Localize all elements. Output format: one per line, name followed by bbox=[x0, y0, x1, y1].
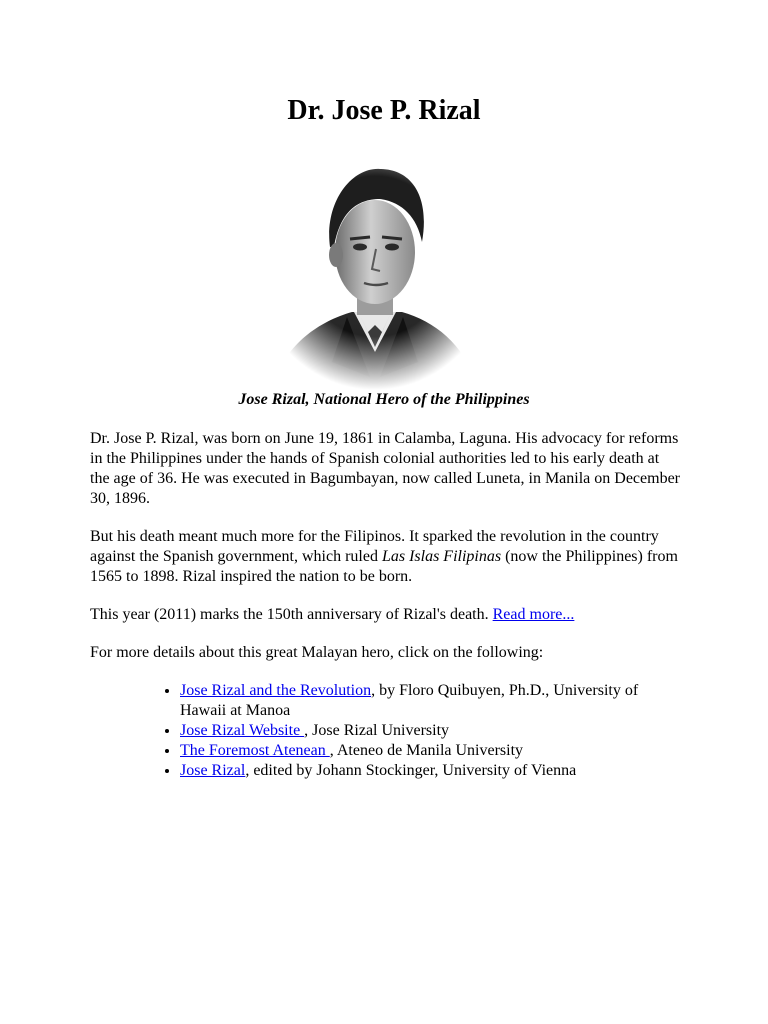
page-title: Dr. Jose P. Rizal bbox=[287, 95, 481, 126]
link-rizal-website[interactable]: Jose Rizal Website bbox=[180, 722, 305, 739]
link-description: , by Floro Quibuyen, Ph.D., University of Hawaii at Manoa bbox=[180, 682, 639, 719]
link-foremost-atenean[interactable]: The Foremost Atenean bbox=[180, 742, 330, 759]
link-rizal-revolution[interactable]: Jose Rizal and the Revolution bbox=[180, 682, 372, 699]
paragraph-more-details: For more details about this great Malayan hero, click on the following: bbox=[90, 644, 544, 661]
rizal-portrait-photo bbox=[262, 147, 488, 390]
paragraph-anniversary bbox=[90, 605, 680, 625]
link-description: , Jose Rizal University bbox=[304, 722, 450, 739]
paragraph-text: This year (2011) marks the 150th anniversary of Rizal's death. bbox=[90, 606, 493, 623]
list-item bbox=[180, 761, 680, 781]
italic-term: Las Islas Filipinas bbox=[381, 548, 502, 565]
article-body bbox=[90, 429, 680, 781]
list-item bbox=[180, 721, 680, 741]
paragraph-death-significance bbox=[90, 527, 680, 587]
read-more-link[interactable]: Read more... bbox=[492, 606, 575, 623]
link-description: , Ateneo de Manila University bbox=[329, 742, 524, 759]
paragraph-birth: Dr. Jose P. Rizal, was born on June 19, 1861 in Calamba, Laguna. His advocacy for reforms in the Philippines under the hands of Spanish colonial authorities led to his early death at the age of 36. He was executed in Bagumbayan, now called Luneta, in Manila on December 30, 1896. bbox=[90, 430, 681, 507]
link-description: , edited by Johann Stockinger, University of Vienna bbox=[245, 762, 577, 779]
paragraph-text: (now the Philippines) from 1565 to 1898. Rizal inspired the nation to be born. bbox=[90, 548, 678, 585]
resource-link-list bbox=[90, 681, 680, 781]
link-jose-rizal[interactable]: Jose Rizal bbox=[180, 762, 246, 779]
list-item bbox=[180, 681, 680, 721]
photo-caption: Jose Rizal, National Hero of the Philippines bbox=[238, 391, 530, 408]
list-item bbox=[180, 741, 680, 761]
paragraph-text: But his death meant much more for the Filipinos. It sparked the revolution in the country against the Spanish government, which ruled bbox=[90, 528, 659, 565]
